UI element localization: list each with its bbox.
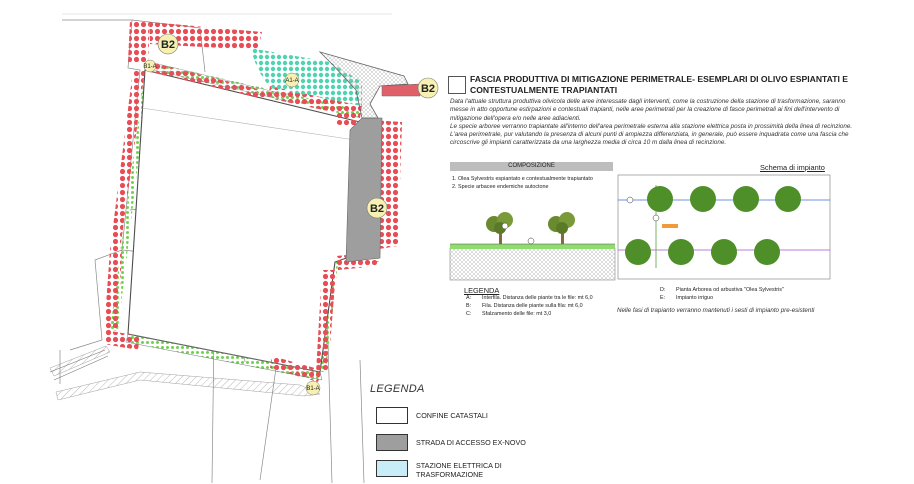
legend-label-cadastral: CONFINE CATASTALI <box>416 411 488 420</box>
svg-text:B2: B2 <box>420 83 436 95</box>
zone-badge-a1a <box>285 73 299 87</box>
legend-swatch-substation <box>376 460 408 477</box>
composition-item: 1. Olea Sylvestris espiantato e contestualmente trapiantato <box>452 176 593 182</box>
schema-title: Schema di impianto <box>760 163 825 172</box>
zone-badge-b1a-bottom <box>306 381 320 395</box>
svg-text:A1-A: A1-A <box>285 78 299 84</box>
legend-swatch-road <box>376 434 408 451</box>
small-legend-item: A: Interfila. Distanza delle piante tra le file: mt 6,0 <box>466 295 593 301</box>
legend-label-substation: STAZIONE ELETTRICA DI TRASFORMAZIONE <box>416 461 502 479</box>
svg-text:B1-A: B1-A <box>306 386 320 392</box>
legend-label-road: STRADA DI ACCESSO EX-NOVO <box>416 438 526 447</box>
legend-item-description <box>450 98 860 148</box>
section-olive-tree <box>486 212 513 244</box>
composition-header: COMPOSIZIONE <box>450 162 613 171</box>
access-road <box>346 118 385 262</box>
composition-section <box>450 212 615 280</box>
small-legend-item: C: Sfalzamento delle file: mt 3,0 <box>466 311 552 317</box>
transplant-note: Nelle fasi di trapianto verranno mantenuti i sesti di impianto pre-esistenti <box>617 307 815 314</box>
svg-text:B2: B2 <box>369 203 385 215</box>
small-legend-item: D: Pianta Arborea od arbustiva "Olea Sylvestris" <box>660 287 784 293</box>
small-legend-item: B: Fila. Distanza delle piante sulla fila: mt 6,0 <box>466 303 583 309</box>
scheme-tree-row-top <box>647 186 801 212</box>
planting-scheme <box>618 175 830 279</box>
olive-band-swatch <box>448 76 466 94</box>
description-paragraph: Le specie arboree verranno trapiantate all'interno dell'area perimetrale esterna alla stazione elettrica posta in prossimità della linea di recinzione. L'area perimetrale, pur valutando la presenza di alcuni punti di ampiezza differenziata, in generale, può essere inquadrata come una fascia che circoscrive gli impianti caratterizzata da una larghezza media di circa 10 m dalla linea di recinzione. <box>450 122 853 147</box>
small-legend-title: LEGENDA <box>464 286 500 295</box>
scheme-tree-row-bottom <box>625 239 780 265</box>
composition-item: 2. Specie arbacee endemiche autoctone <box>452 183 549 190</box>
main-legend-title: LEGENDA <box>370 383 425 395</box>
zone-badge-b2-topleft <box>158 34 178 54</box>
section-olive-tree <box>548 212 575 244</box>
small-legend-item: E: Impianto irriguo <box>660 295 714 301</box>
legend-item-title: FASCIA PRODUTTIVA DI MITIGAZIONE PERIMETRALE- ESEMPLARI DI OLIVO ESPIANTATI E CONTESTUALMENTE TRAPIANTATI <box>470 74 848 95</box>
svg-text:B2: B2 <box>160 39 176 51</box>
legend-swatch-cadastral <box>376 407 408 424</box>
composition-list <box>452 176 622 191</box>
svg-text:B1-A: B1-A <box>143 64 157 70</box>
description-paragraph: Data l'attuale struttura produttiva olivicola delle aree interessate dagli interventi, come la costruzione della stazione di trasformazione, saranno messe in atto opportune estirpazioni e contestuali trapianti, nelle aree perimetrali per la creazione di fasce perimetrali ai fini dell'intervento di mitigazione dell'opera e/o nelle aree adiacienti. <box>450 98 846 122</box>
road-red-segment <box>382 84 420 96</box>
zone-badge-b2-road <box>418 78 438 98</box>
zone-badge-b2-right <box>367 198 387 218</box>
